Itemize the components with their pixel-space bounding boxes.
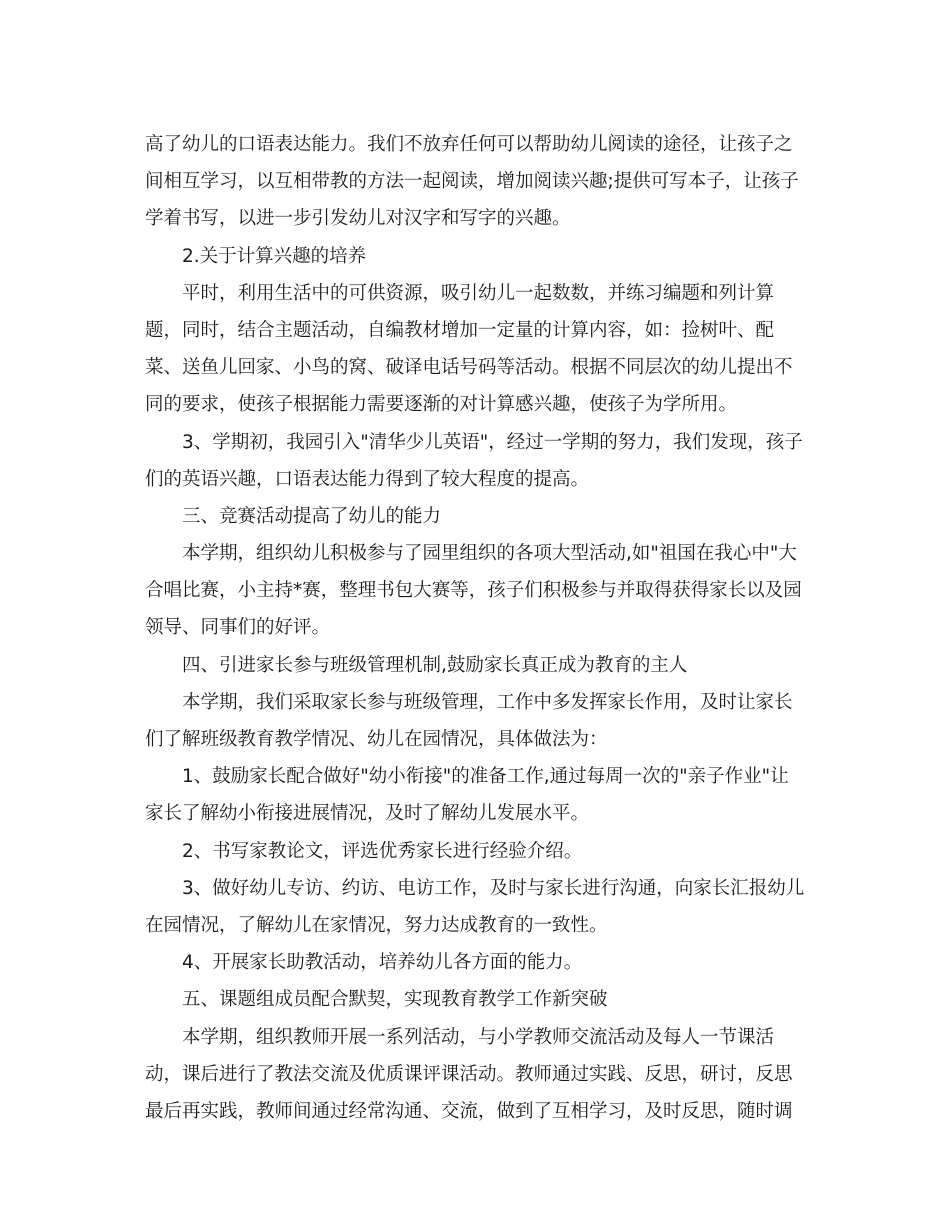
text-line: 平时，利用生活中的可供资源，吸引幼儿一起数数，并练习编题和列计算 (182, 282, 775, 304)
text-line: 们了解班级教育教学情况、幼儿在园情况，具体做法为： (145, 729, 608, 750)
text-line: 五、课题组成员配合默契，实现教育教学工作新突破 (182, 989, 608, 1011)
text-line: 本学期，我们采取家长参与班级管理，工作中多发挥家长作用，及时让家长 (182, 691, 793, 713)
text-line: 家长了解幼小衔接进展情况，及时了解幼儿发展水平。 (145, 803, 590, 825)
text-line: 4、开展家长助教活动，培养幼儿各方面的能力。 (182, 952, 583, 974)
text-line: 本学期，组织教师开展一系列活动，与小学教师交流活动及每人一节课活 (182, 1026, 775, 1048)
text-line: 题，同时，结合主题活动，自编教材增加一定量的计算内容，如：捡树叶、配 (145, 319, 775, 341)
text-line: 同的要求，使孩子根据能力需要逐渐的对计算感兴趣，使孩子为学所用。 (145, 394, 738, 416)
text-line: 3、做好幼儿专访、约访、电访工作，及时与家长进行沟通，向家长汇报幼儿 (182, 877, 805, 899)
text-line: 2.关于计算兴趣的培养 (182, 245, 367, 267)
text-line: 3、学期初，我园引入"清华少儿英语"，经过一学期的努力，我们发现，孩子 (182, 431, 803, 453)
text-line: 1、鼓励家长配合做好"幼小衔接"的准备工作,通过每周一次的"亲子作业"让 (182, 766, 789, 788)
text-line: 高了幼儿的口语表达能力。我们不放弃任何可以帮助幼儿阅读的途径，让孩子之 (145, 134, 793, 155)
text-line: 菜、送鱼儿回家、小鸟的窝、破译电话号码等活动。根据不同层次的幼儿提出不 (145, 357, 793, 379)
text-line: 合唱比赛，小主持*赛，整理书包大赛等，孩子们积极参与并取得获得家长以及园 (145, 580, 802, 602)
document-body (145, 126, 815, 1130)
text-line: 四、引进家长参与班级管理机制,鼓励家长真正成为教育的主人 (182, 654, 688, 676)
text-line: 间相互学习，以互相带教的方法一起阅读，增加阅读兴趣;提供可写本子，让孩子 (145, 171, 799, 193)
text-line: 们的英语兴趣，口语表达能力得到了较大程度的提高。 (145, 468, 590, 490)
text-line: 2、书写家教论文，评选优秀家长进行经验介绍。 (182, 840, 583, 862)
text-line: 三、竞赛活动提高了幼儿的能力 (182, 505, 442, 527)
text-line: 动，课后进行了教法交流及优质课评课活动。教师通过实践、反思，研讨，反思 (145, 1063, 793, 1085)
text-line: 最后再实践，教师间通过经常沟通、交流，做到了互相学习，及时反思，随时调 (145, 1100, 793, 1122)
text-line: 本学期，组织幼儿积极参与了园里组织的各项大型活动,如"祖国在我心中"大 (182, 543, 797, 565)
text-line: 领导、同事们的好评。 (145, 617, 331, 639)
text-line: 学着书写，以进一步引发幼儿对汉字和写字的兴趣。 (145, 208, 571, 230)
text-line: 在园情况，了解幼儿在家情况，努力达成教育的一致性。 (145, 914, 608, 936)
